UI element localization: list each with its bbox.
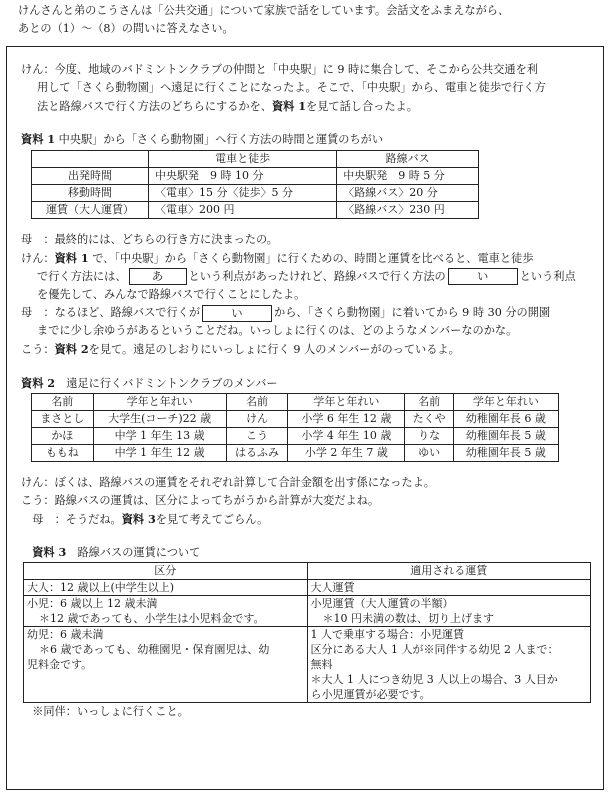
intro-line-2: あとの（1）～（8）の問いに答えなさい。: [18, 22, 234, 36]
table-header-row: 名前 学年と年れい 名前 学年と年れい 名前 学年と年れい: [32, 393, 559, 410]
header-bus: 路線バス: [337, 150, 479, 167]
blank-box-i[interactable]: い: [448, 268, 518, 285]
blank-box-a[interactable]: あ: [129, 268, 187, 285]
shiryo3-table: [23, 562, 591, 703]
kou-line-1: こう：資料 2を見て。遠足のしおりにいっしょに行く 9 人のメンバーがのっているよ。: [21, 342, 460, 357]
blank-box-i-2[interactable]: い: [202, 305, 272, 322]
haha-line-4: 母 ：そうだね。資料 3を見て考えてごらん。: [32, 511, 269, 526]
haha-line-3: までに少し余ゆうがあるということだね。いっしょに行くのは、どのようなメンバーなのかな。: [37, 324, 518, 338]
shiryo3-caption: 資料 3 路線バスの運賃について: [32, 545, 201, 560]
dialogue-frame: [6, 46, 604, 790]
header-train: 電車と徒歩: [149, 150, 337, 167]
table-header-row: 区分 適用される運賃: [24, 563, 591, 580]
table-row: ももね 中学 1 年生 12 歳 はるふみ 小学 2 年生 7 歳 ゆい 幼稚園年長 5 歳: [32, 444, 559, 461]
table-row: かほ 中学 1 年生 13 歳 こう 小学 4 年生 10 歳 りな 幼稚園年長 5 歳: [32, 427, 559, 444]
ken-line-5: で行く方法には、 あ という利点があったけれど、路線バスで行く方法の い という利点: [37, 269, 576, 284]
ken-line-6: を優先して、みんなで路線バスで行くことにしたよ。: [37, 287, 306, 301]
table-header-row: [32, 150, 479, 167]
ken-line-2: 用して「さくら動物園」へ遠足に行くことになったよ。そこで、「中央駅」から、電車と徒歩で行く方: [37, 81, 546, 95]
intro-line-1: けんさんと弟のこうさんは「公共交通」について家族で話をしています。会話文をふまえながら、: [18, 4, 510, 17]
ken-line-1: けん：今度、地域のバドミントンクラブの仲間と「中央駅」に 9 時に集合して、そこから公共交通を利: [21, 63, 538, 76]
ken-line-4: けん：資料 1 で、「中央駅」から「さくら動物園」に行くための、時間と運賃を比べると、電車と徒歩: [21, 250, 534, 265]
dialogue-content: [21, 61, 593, 721]
shiryo2-table: [31, 393, 559, 462]
table-row: 大人：12 歳以上(中学生以上) 大人運賃: [24, 580, 591, 596]
shiryo1-caption: 資料 1 中央駅」から「さくら動物園」へ行く方法の時間と運賃のちがい: [21, 132, 384, 147]
shiryo3-note: ※同伴：いっしょに行くこと。: [32, 705, 189, 719]
table-row: 小児：6 歳以上 12 歳未満 ＊12 歳であっても、小学生は小児料金です。 小児運賃（大人運賃の半額） ＊10 円未満の数は、切り上げます: [24, 596, 591, 627]
table-row: まさとし 大学生(コーチ)22 歳 けん 小学 6 年生 12 歳 たくや 幼稚園年長 6 歳: [32, 410, 559, 427]
haha-line-2: 母 ：なるほど、路線バスで行くが い から、「さくら動物園」に着いてから 9 時 30 分の開園: [21, 306, 551, 320]
haha-line-1: 母 ：最終的には、どちらの行き方に決まったの。: [21, 232, 278, 246]
table-row: 出発時間 中央駅発 9 時 10 分 中央駅発 9 時 5 分: [32, 167, 479, 184]
kou-line-2: こう：路線バスの運賃は、区分によってちがうから計算が大変だよね。: [21, 493, 380, 507]
shiryo2-caption: 資料 2 遠足に行くバドミントンクラブのメンバー: [21, 375, 278, 390]
ken-line-3: 法と路線バスで行く方法のどちらにするかを、資料 1を見て話し合ったよ。: [37, 99, 418, 114]
ken-line-7: けん：ぼくは、路線バスの運賃をそれぞれ計算して合計金額を出す係になったよ。: [21, 475, 435, 489]
ref-shiryo1: 資料 1: [271, 99, 307, 114]
intro: [18, 2, 598, 38]
table-row: 移動時間 〈電車〉15 分〈徒歩〉5 分 〈路線バス〉20 分: [32, 184, 479, 201]
table-row: 幼児：6 歳未満 ＊6 歳であっても、幼稚園児・保育園児は、幼 児料金です。 1 人で乗車する場合：小児運賃 区分にある大人 1 人が※同伴する幼児 2 人まで： 無料 ＊大人 1 人につき幼児 3 人以上の場合、3 人目か ら小児運賃が必要です。: [24, 627, 591, 703]
shiryo1-table: [31, 150, 479, 219]
table-row: 運賃（大人運賃） 〈電車〉200 円 〈路線バス〉230 円: [32, 201, 479, 218]
